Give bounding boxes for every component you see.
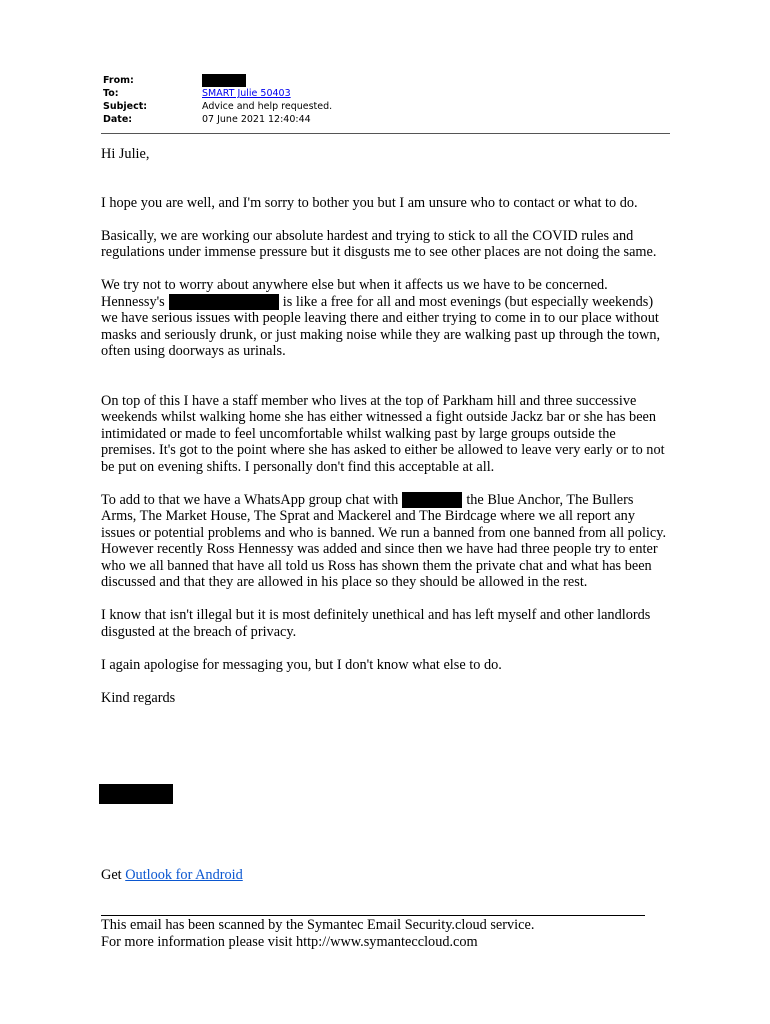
subject-row [103, 100, 332, 113]
footer [101, 917, 534, 950]
footer-line-1: This email has been scanned by the Symantec Email Security.cloud service. [101, 917, 535, 933]
get-outlook-prefix: Get [101, 867, 126, 883]
footer-divider [101, 915, 645, 916]
paragraph-2: Basically, we are working our absolute hardest and trying to stick to all the COVID rules and regulations under immense pressure but it disgusts me to see other places are not doing the same. [101, 227, 657, 260]
subject-label: Subject: [103, 101, 148, 112]
get-outlook-line [101, 867, 243, 884]
redaction [169, 294, 279, 310]
from-label: From: [103, 75, 134, 86]
redaction [402, 492, 462, 508]
date-row [103, 113, 332, 126]
paragraph-3-end: is like a free for all and most evenings (but especially weekends) we have serious issues with people leaving there and either trying to come in to our place without masks and seriously drunk, or just making noise while they are walking past up through the town, often using doorways as urinals. [101, 293, 661, 360]
outlook-android-link[interactable]: Outlook for Android [125, 867, 243, 883]
email-header [103, 74, 332, 126]
date-label: Date: [103, 114, 133, 125]
paragraph-5 [101, 492, 671, 591]
paragraph-7: I again apologise for messaging you, but I don't know what else to do. [101, 656, 502, 673]
from-row [103, 74, 332, 87]
redaction [202, 74, 246, 87]
from-value [202, 74, 246, 87]
signoff: Kind regards [101, 689, 176, 706]
email-body [101, 146, 671, 706]
date-value: 07 June 2021 12:40:44 [202, 114, 311, 125]
paragraph-4: On top of this I have a staff member who lives at the top of Parkham hill and three successive weekends whilst walking home she has either witnessed a fight outside Jackz bar or she has been intimidated or made to feel uncomfortable whilst walking past by large groups outside the premises. It's got to the point where she has asked to either be allowed to leave very early or to not be put on evening shifts. I personally don't find this acceptable at all. [101, 392, 665, 475]
paragraph-5-start: To add to that we have a WhatsApp group chat with [101, 491, 399, 508]
paragraph-5-end: the Blue Anchor, The Bullers Arms, The Market House, The Sprat and Mackerel and The Birdcage where we all report any issues or potential problems and who is banned. We run a banned from one banned from all policy. However recently Ross Hennessy was added and since then we have had three people try to enter who we all banned that have all told us Ross has shown them the private chat and what has been discussed and that they are allowed in his place so they should be allowed in the rest. [101, 491, 667, 591]
paragraph-3-start: We try not to worry about anywhere else but when it affects us we have to be concerned. Hennessy's [101, 277, 608, 310]
to-label: To: [103, 88, 119, 99]
to-row [103, 87, 332, 100]
header-divider [101, 133, 670, 134]
signature-redaction [99, 784, 173, 804]
paragraph-1: I hope you are well, and I'm sorry to bother you but I am unsure who to contact or what to do. [101, 194, 638, 211]
paragraph-3 [101, 277, 671, 360]
to-link[interactable]: SMART Julie 50403 [202, 88, 291, 99]
subject-value: Advice and help requested. [202, 101, 333, 112]
paragraph-6: I know that isn't illegal but it is most definitely unethical and has left myself and other landlords disgusted at the breach of privacy. [101, 607, 651, 640]
footer-line-2: For more information please visit http://www.symanteccloud.com [101, 933, 478, 950]
greeting: Hi Julie, [101, 146, 150, 162]
